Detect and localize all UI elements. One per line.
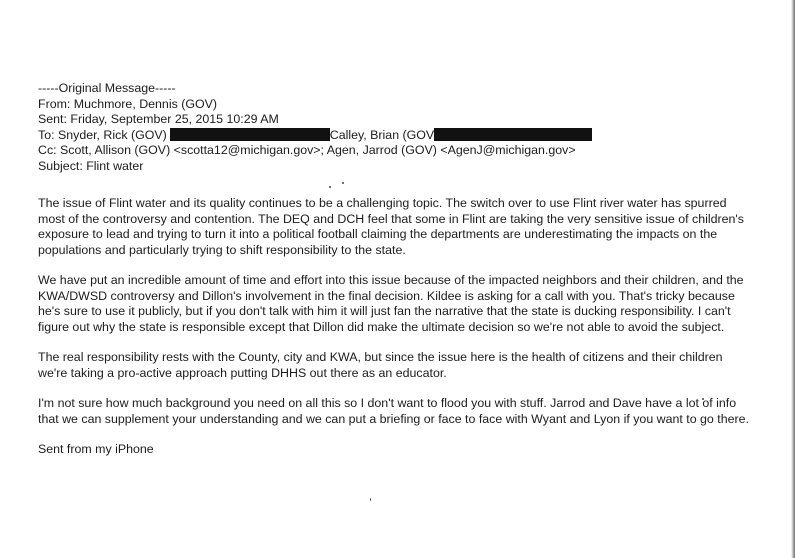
original-message-divider: -----Original Message----- bbox=[38, 81, 176, 95]
subject-line: Subject: Flint water bbox=[38, 158, 144, 173]
body-paragraph: The issue of Flint water and its quality continues to be a challenging topic. The switch over to use Flint river water has spurred most of the controversy and contention. The DEQ and DCH feel that some in Flint are taking the very sensitive issue of children's exposure to lead and trying to turn it into a political football claiming the departments are underestimating the impacts on the populations and particularly trying to shift responsibility to the state. bbox=[38, 196, 744, 257]
signature: Sent from my iPhone bbox=[38, 442, 154, 456]
body-paragraph: We have put an incredible amount of time and effort into this issue because of the impacted neighbors and their children, and the KWA/DWSD controversy and Dillon's involvement in the final decision. Kildee is asking for a call with you. That's tricky because he's sure to use it publicly, but if you don't talk with him it will just fan the narrative that the state is ducking responsibility. I can't figure out why the state is responsible except that Dillon did make the ultimate decision so we're not able to avoid the subject. bbox=[38, 273, 744, 334]
redaction-bar bbox=[170, 128, 330, 141]
email-document bbox=[38, 81, 753, 458]
to-line bbox=[38, 128, 753, 144]
to-recipient-1: To: Snyder, Rick (GOV) bbox=[38, 127, 167, 142]
body-paragraph: I'm not sure how much background you need on all this so I don't want to flood you with stuff. Jarrod and Dave have a lot of info that we can supplement your understanding and we can put a briefing or face to face with Wyant and Lyon if you want to go there. bbox=[38, 396, 749, 426]
scan-speck bbox=[370, 498, 371, 501]
body-paragraph: The real responsibility rests with the County, city and KWA, but since the issue here is the health of citizens and their children we're taking a pro-active approach putting DHHS out there as an educator. bbox=[38, 350, 723, 380]
redaction-bar bbox=[434, 128, 592, 141]
scan-edge-shadow bbox=[791, 0, 795, 558]
cc-line: Cc: Scott, Allison (GOV) <scotta12@michigan.gov>; Agen, Jarrod (GOV) <AgenJ@michigan.gov> bbox=[38, 143, 576, 157]
to-recipient-2: Calley, Brian (GOV bbox=[329, 127, 435, 142]
from-line: From: Muchmore, Dennis (GOV) bbox=[38, 96, 218, 111]
sent-line: Sent: Friday, September 25, 2015 10:29 AM bbox=[38, 112, 279, 126]
